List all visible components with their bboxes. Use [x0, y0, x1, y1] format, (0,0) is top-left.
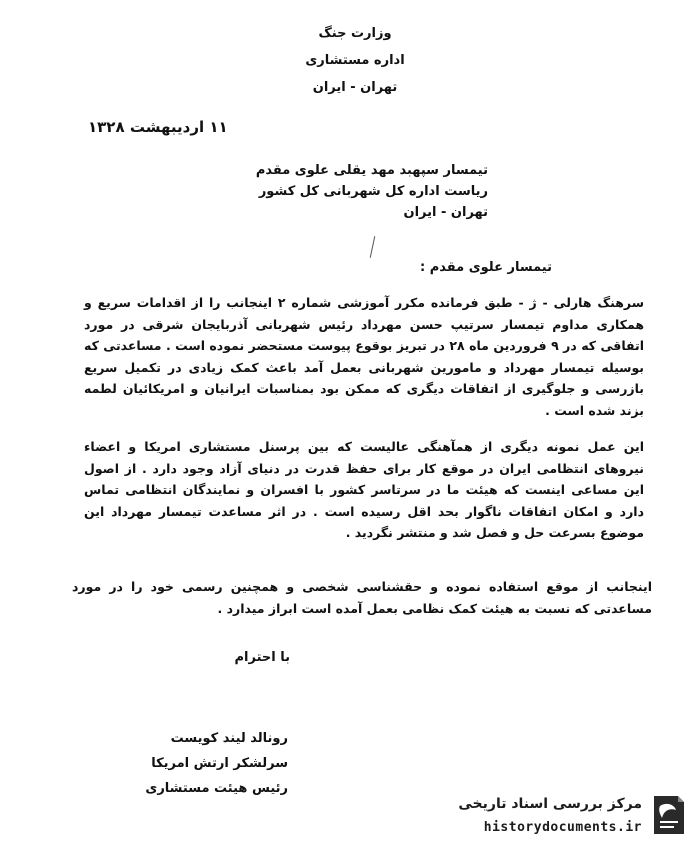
signature-block — [68, 726, 288, 801]
closing-phrase: با احترام — [234, 650, 290, 665]
pen-mark — [370, 236, 376, 258]
archive-seal-icon — [648, 792, 688, 838]
paragraph-text: اینجانب از موقع استفاده نموده و حقشناسی شخصی و همچنین رسمی خود را در مورد مساعدتی که نسبت به هیئت کمک نظامی بعمل آمده است ابراز میدارد . — [72, 579, 652, 616]
paragraph-text: سرهنگ هارلی - ژ - طبق فرمانده مکرر آموزشی شماره ۲ اینجانب را از اقدامات سریع و همکاری مداوم تیمسار سرتیپ حسن مهرداد رئیس شهربانی آذربایجان شرقی در مورد اتفاقی که در ۹ فروردین ماه ۲۸ در تبریز بوقوع پیوست مستحضر نموده است . مساعدتی که بوسیله تیمسار مهرداد و مامورین شهربانی بعمل آمد باعث کمک زیادی در تکمیل سریع بازرسی و جلوگیری از اتفاقات دیگری که ممکن بود بمناسبات ایرانیان و امریکائیان لطمه بزند شده است . — [84, 295, 645, 418]
watermark-url[interactable]: historydocuments.ir — [483, 820, 642, 835]
addressee-city: تهران - ایران — [403, 205, 488, 220]
letterhead-city: تهران - ایران — [312, 80, 398, 95]
body-paragraph-2 — [84, 436, 644, 544]
signer-name: رونالد لیند کویست — [170, 731, 288, 746]
letterhead-ministry: وزارت جنگ — [318, 26, 392, 41]
letter-date: ۱۱ اردیبهشت ۱۳۲۸ — [88, 118, 228, 136]
signer-rank: سرلشکر ارتش امریکا — [151, 756, 288, 771]
body-paragraph-3 — [72, 576, 652, 619]
letterhead — [300, 20, 410, 101]
watermark — [400, 788, 692, 848]
addressee-block — [148, 160, 488, 223]
salutation: تیمسار علوی مقدم : — [420, 260, 552, 275]
body-paragraph-1 — [84, 292, 644, 421]
addressee-name: تیمسار سپهبد مهد یقلی علوی مقدم — [255, 163, 488, 178]
letterhead-department: اداره مستشاری — [305, 53, 405, 68]
signer-title: رئیس هیئت مستشاری — [145, 781, 288, 796]
paragraph-text: این عمل نمونه دیگری از همآهنگی عالیست که بین پرسنل مستشاری امریکا و اعضاء نیروهای انتظامی ایران در موقع کار برای حفظ قدرت در دنیای آزاد وجود دارد . از اصول این مساعی اینست که هیئت ما در سرتاسر کشور با افسران و نمایندگان انتظامی تماس دارد و امکان اتفاقات ناگوار بحد اقل رسیده است . در اثر مساعدت تیمسار مهرداد این موضوع بسرعت حل و فصل شد و منتشر نگردید . — [84, 439, 644, 540]
addressee-title: ریاست اداره کل شهربانی کل کشور — [258, 184, 488, 199]
watermark-title: مرکز بررسی اسناد تاریخی — [458, 796, 642, 812]
